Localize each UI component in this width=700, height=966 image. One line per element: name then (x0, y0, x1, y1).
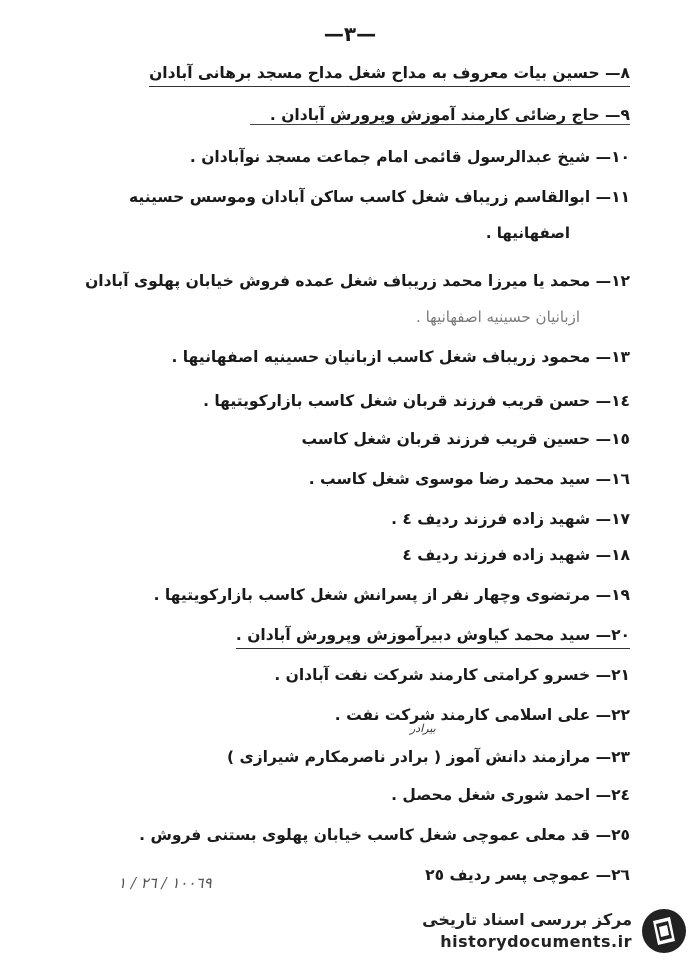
entry-24: ٢٤— احمد شوری شغل محصل . (391, 786, 630, 804)
handwritten-note: ١٠٠٦٩ / ٢٦ / ١ (118, 874, 212, 892)
entry-8: ٨— حسین بیات معروف به مداح شغل مداح مسجد برهانی آبادان (149, 62, 630, 87)
entry-12-continuation: ازبانیان حسینیه اصفهانیها . (416, 308, 580, 326)
entry-11: ١١— ابوالقاسم زریباف شغل کاسب ساکن آبادان وموسس حسینیه (129, 188, 630, 206)
entry-16: ١٦— سید محمد رضا موسوی شغل کاسب . (308, 470, 630, 488)
interline-note: بیرادر (410, 722, 436, 735)
entry-18: ١٨— شهید زاده فرزند ردیف ٤ (402, 546, 630, 564)
entry-26: ٢٦— عموچی پسر ردیف ٢٥ (425, 866, 630, 884)
entry-22: ٢٢— علی اسلامی کارمند شرکت نفت . (334, 706, 630, 724)
entry-14: ١٤— حسن قریب فرزند قربان شغل کاسب بازارکویتیها . (203, 392, 630, 410)
entry-13: ١٣— محمود زریباف شغل کاسب ازبانیان حسینیه اصفهانیها . (171, 348, 630, 366)
entry-23: ٢٣— مرازمند دانش آموز ( برادر ناصرمکارم شیرازی ) (227, 748, 630, 766)
watermark-text (422, 909, 632, 953)
entry-10: ١٠— شیخ عبدالرسول قائمی امام جماعت مسجد نوآبادان . (189, 148, 630, 166)
entry-9: ٩— حاج رضائی کارمند آموزش وپرورش آبادان . (269, 106, 630, 124)
page-number: —٣— (323, 22, 377, 46)
entry-19: ١٩— مرتضوی وچهار نفر از پسرانش شغل کاسب بازارکویتیها . (153, 586, 630, 604)
archive-logo-icon (640, 907, 688, 955)
entry-21: ٢١— خسرو کرامتی کارمند شرکت نفت آبادان . (274, 666, 630, 684)
entry-12: ١٢— محمد یا میرزا محمد زریباف شغل عمده فروش خیابان پهلوی آبادان (85, 272, 630, 290)
entry-20: ٢٠— سید محمد کیاوش دبیرآموزش وپرورش آبادان . (236, 624, 630, 649)
watermark-url: historydocuments.ir (440, 932, 632, 951)
entry-25: ٢٥— قد معلی عموچی شغل کاسب خیابان پهلوی بستنی فروش . (139, 826, 630, 844)
entry-15: ١٥— حسین قریب فرزند قربان شغل کاسب (301, 430, 630, 448)
watermark-title: مرکز بررسی اسناد تاریخی (422, 910, 632, 929)
entry-17: ١٧— شهید زاده فرزند ردیف ٤ . (391, 510, 630, 528)
entry-11-continuation: اصفهانیها . (485, 224, 570, 242)
watermark (398, 904, 688, 958)
underline-9 (250, 124, 630, 125)
